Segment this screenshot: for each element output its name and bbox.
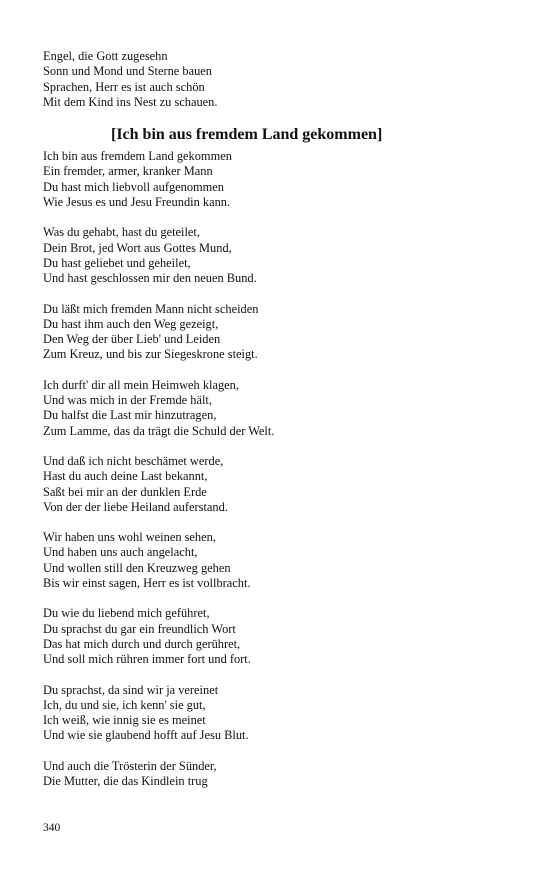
poem-title: [Ich bin aus fremdem Land gekommen] bbox=[111, 126, 383, 144]
verse-line: Bis wir einst sagen, Herr es ist vollbracht. bbox=[43, 576, 251, 591]
verse-line: Du sprachst, da sind wir ja vereinet bbox=[43, 682, 219, 697]
verse-line: Du sprachst du gar ein freundlich Wort bbox=[43, 621, 236, 636]
stanza bbox=[43, 225, 503, 286]
verse-line: Du hast ihm auch den Weg gezeigt, bbox=[43, 316, 219, 331]
verse-line: Und soll mich rühren immer fort und fort. bbox=[43, 652, 251, 667]
stanza bbox=[43, 530, 503, 591]
verse-line: Ein fremder, armer, kranker Mann bbox=[43, 164, 213, 179]
stanza bbox=[43, 454, 503, 515]
verse-line: Saßt bei mir an der dunklen Erde bbox=[43, 484, 207, 499]
stanza bbox=[43, 149, 503, 210]
stanza bbox=[43, 378, 503, 439]
verse-line: Du läßt mich fremden Mann nicht scheiden bbox=[43, 301, 259, 316]
verse-line: Zum Kreuz, und bis zur Siegeskrone steigt. bbox=[43, 347, 258, 362]
opening-stanza bbox=[43, 49, 503, 110]
verse-line: Was du gehabt, hast du geteilet, bbox=[43, 225, 200, 240]
verse-line: Ich, du und sie, ich kenn' sie gut, bbox=[43, 697, 206, 712]
verse-line: Den Weg der über Lieb' und Leiden bbox=[43, 332, 221, 347]
verse-line: Mit dem Kind ins Nest zu schauen. bbox=[43, 94, 218, 109]
verse-line: Hast du auch deine Last bekannt, bbox=[43, 469, 208, 484]
poem-stanzas bbox=[43, 149, 503, 789]
verse-line: Ich weiß, wie innig sie es meinet bbox=[43, 713, 206, 728]
verse-line: Wir haben uns wohl weinen sehen, bbox=[43, 530, 216, 545]
verse-line: Du wie du liebend mich geführet, bbox=[43, 606, 210, 621]
verse-line: Und haben uns auch angelacht, bbox=[43, 545, 198, 560]
verse-line: Ich bin aus fremdem Land gekommen bbox=[43, 149, 232, 164]
verse-line: Zum Lamme, das da trägt die Schuld der Welt. bbox=[43, 423, 275, 438]
verse-line: Sonn und Mond und Sterne bauen bbox=[43, 64, 212, 79]
verse-line: Und wollen still den Kreuzweg gehen bbox=[43, 560, 231, 575]
verse-line: Sprachen, Herr es ist auch schön bbox=[43, 79, 205, 94]
verse-line: Das hat mich durch und durch gerühret, bbox=[43, 636, 241, 651]
stanza bbox=[43, 683, 503, 744]
verse-line: Und daß ich nicht beschämet werde, bbox=[43, 453, 224, 468]
verse-line: Die Mutter, die das Kindlein trug bbox=[43, 773, 208, 788]
verse-line: Und was mich in der Fremde hält, bbox=[43, 393, 212, 408]
verse-line: Dein Brot, jed Wort aus Gottes Mund, bbox=[43, 240, 232, 255]
page-number: 340 bbox=[43, 822, 61, 834]
verse-line: Von der der liebe Heiland auferstand. bbox=[43, 499, 228, 514]
verse-line: Wie Jesus es und Jesu Freundin kann. bbox=[43, 195, 231, 210]
verse-line: Und hast geschlossen mir den neuen Bund. bbox=[43, 271, 257, 286]
verse-line: Du hast mich liebvoll aufgenommen bbox=[43, 179, 225, 194]
verse-line: Ich durft' dir all mein Heimweh klagen, bbox=[43, 377, 239, 392]
stanza bbox=[43, 302, 503, 363]
verse-line: Und auch die Trösterin der Sünder, bbox=[43, 758, 217, 773]
verse-line: Und wie sie glaubend hofft auf Jesu Blut. bbox=[43, 728, 249, 743]
verse-line: Du hast geliebet und geheilet, bbox=[43, 255, 191, 270]
verse-line: Engel, die Gott zugesehn bbox=[43, 49, 168, 63]
stanza bbox=[43, 759, 503, 790]
poem-page bbox=[43, 49, 503, 804]
verse-line: Du halfst die Last mir hinzutragen, bbox=[43, 408, 217, 423]
stanza bbox=[43, 606, 503, 667]
